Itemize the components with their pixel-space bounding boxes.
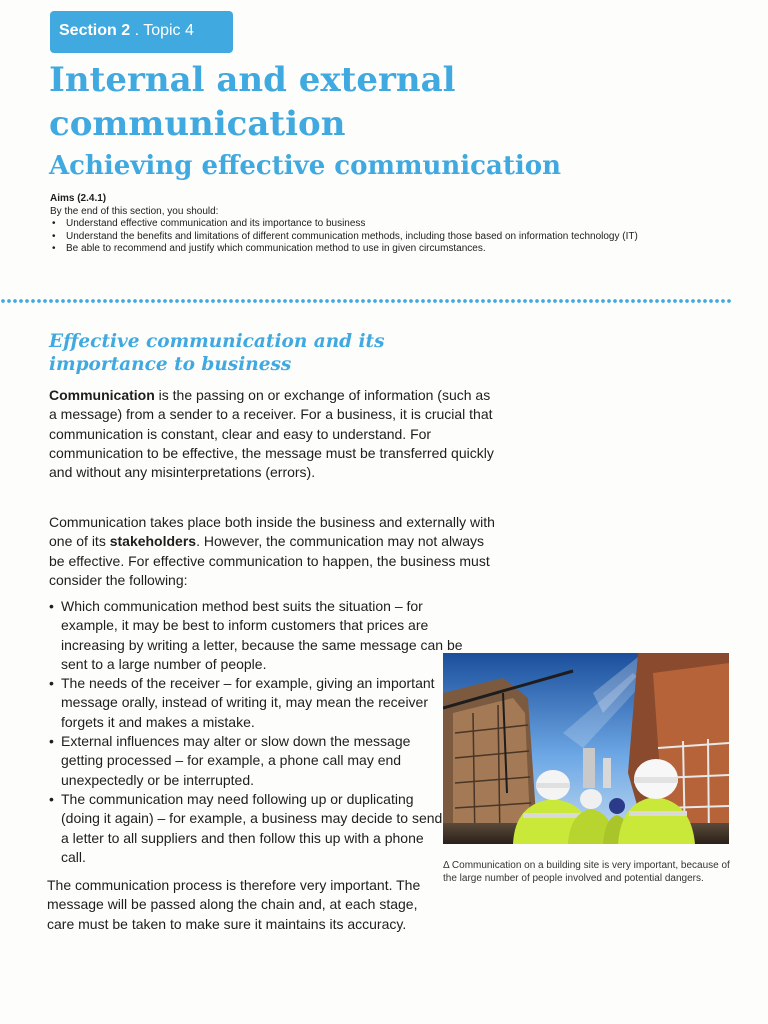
- section-label: Section 2: [59, 22, 131, 39]
- paragraph-stakeholders-after: . However, the communication may not always be effective. For effective communication to happen, the business must consider the following:: [49, 533, 490, 588]
- page-title: Internal and external communication: [49, 60, 456, 144]
- paragraph-stakeholders: [49, 513, 499, 590]
- considerations-list: [49, 597, 481, 867]
- topic-label: Topic 4: [143, 22, 194, 39]
- key-term-stakeholders: stakeholders: [109, 533, 197, 550]
- key-term-communication: Communication: [49, 387, 155, 403]
- consideration-item: • External influences may alter or slow down the message getting processed – for example, a phone call may end unexpectedly or be interrupted.: [49, 732, 443, 790]
- consideration-item: • Which communication method best suits the situation – for example, it may be best to inform customers that prices are increasing by writing a letter, because the same message can be sent to a large number of people.: [49, 597, 481, 674]
- paragraph-definition-text: is the passing on or exchange of information (such as a message) from a sender to a receiver. For a business, it is crucial that communication is constant, clear and easy to understand. For communication to be effective, the message must be transferred quickly and without any misinterpretations (errors).: [49, 387, 494, 481]
- tag-separator: .: [130, 22, 144, 39]
- paragraph-process: The communication process is therefore very important. The message will be passed along the chain and, at each stage, care must be taken to make sure it maintains its accuracy.: [47, 877, 421, 932]
- paragraph-definition: [49, 386, 494, 482]
- aims-box: [50, 193, 650, 256]
- aims-title: Aims (2.4.1): [50, 193, 107, 204]
- consideration-item: • The communication may need following up or duplicating (doing it again) – for example, a business may decide to send a letter to all suppliers and then follow this up with a phone call.: [49, 790, 443, 867]
- building-site-illustration: [443, 653, 729, 844]
- aims-item: • Be able to recommend and justify which communication method to use in given circumstances.: [50, 243, 650, 256]
- aims-list: [50, 218, 650, 256]
- consideration-item: • The needs of the receiver – for example, giving an important message orally, instead of writing it, may mean the receiver forgets it and makes a mistake.: [49, 674, 443, 732]
- section-topic-tag: [50, 11, 233, 53]
- dotted-divider: [0, 297, 732, 305]
- section-heading: Effective communication and its importance to business: [49, 331, 385, 375]
- page-subtitle: Achieving effective communication: [49, 151, 561, 181]
- photo-caption: Δ Communication on a building site is very important, because of the large number of people involved and potential dangers.: [443, 860, 730, 884]
- paragraph-stakeholders-before: Communication takes place both inside the business and externally with one of its: [49, 514, 495, 550]
- aims-item: • Understand the benefits and limitations of different communication methods, including those based on information technology (IT): [50, 231, 650, 244]
- aims-item: • Understand effective communication and its importance to business: [50, 218, 650, 231]
- aims-intro: By the end of this section, you should:: [50, 205, 219, 217]
- building-site-photo: [443, 653, 729, 844]
